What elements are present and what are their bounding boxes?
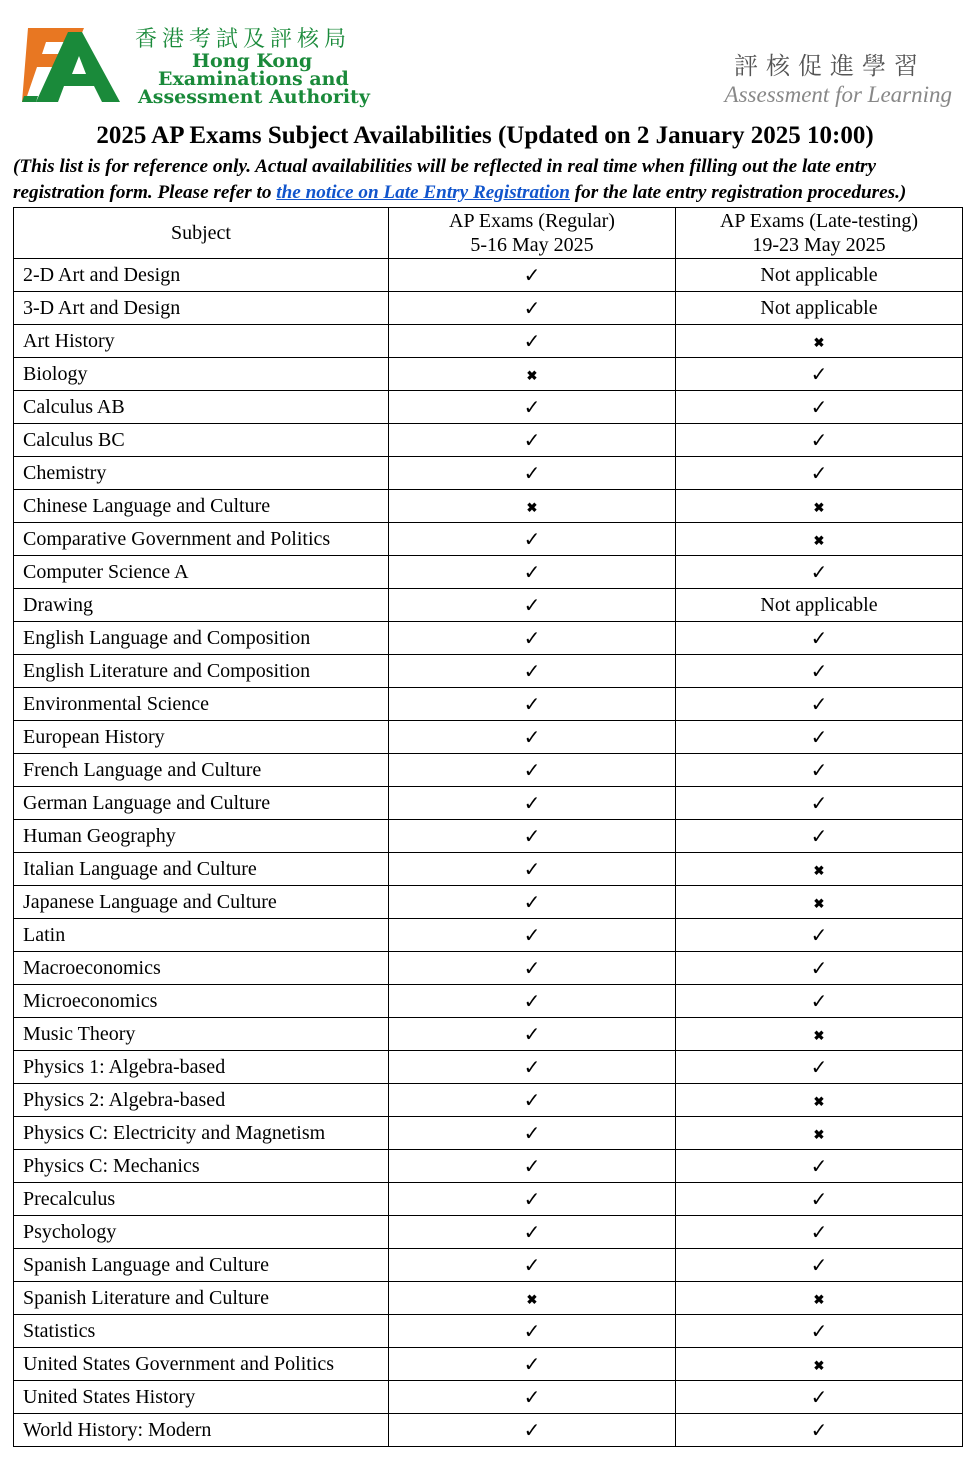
subject-cell: Human Geography [14,820,389,853]
header-late [676,208,963,259]
late-availability-cell [676,787,963,820]
available-check-icon: ✓ [810,363,828,386]
available-check-icon: ✓ [810,1221,828,1244]
regular-availability-cell [389,259,676,292]
table-row [14,985,963,1018]
available-check-icon: ✓ [523,693,541,716]
regular-availability-cell [389,457,676,490]
unavailable-cross-icon: ✖ [813,1357,825,1373]
regular-availability-cell [389,721,676,754]
regular-availability-cell [389,1117,676,1150]
available-check-icon: ✓ [523,660,541,683]
slogan-english: Assessment for Learning [724,82,952,107]
regular-availability-cell [389,622,676,655]
table-row [14,787,963,820]
subject-cell: Japanese Language and Culture [14,886,389,919]
subject-cell: Spanish Language and Culture [14,1249,389,1282]
slogan-chinese: 評核促進學習 [734,52,926,80]
table-row [14,490,963,523]
regular-availability-cell [389,1018,676,1051]
available-check-icon: ✓ [523,1056,541,1079]
table-row [14,424,963,457]
table-row [14,853,963,886]
available-check-icon: ✓ [523,957,541,980]
unavailable-cross-icon: ✖ [813,334,825,350]
regular-availability-cell [389,325,676,358]
unavailable-cross-icon: ✖ [813,499,825,515]
subject-cell: Biology [14,358,389,391]
available-check-icon: ✓ [810,1386,828,1409]
available-check-icon: ✓ [810,792,828,815]
available-check-icon: ✓ [523,396,541,419]
org-name-chinese: 香港考試及評核局 [135,27,352,52]
header-late-line2: 19-23 May 2025 [752,234,886,256]
subject-cell: English Language and Composition [14,622,389,655]
unavailable-cross-icon: ✖ [526,499,538,515]
subject-cell: United States History [14,1381,389,1414]
table-row [14,1249,963,1282]
document-title: 2025 AP Exams Subject Availabilities (Updated on 2 January 2025 10:00) [96,122,874,149]
available-check-icon: ✓ [523,330,541,353]
table-row [14,1282,963,1315]
late-availability-cell [676,391,963,424]
table-row [14,358,963,391]
regular-availability-cell [389,1249,676,1282]
table-row [14,1315,963,1348]
subject-cell: English Literature and Composition [14,655,389,688]
unavailable-cross-icon: ✖ [813,1291,825,1307]
regular-availability-cell [389,1282,676,1315]
table-row [14,721,963,754]
late-availability-cell [676,424,963,457]
late-availability-cell [676,1348,963,1381]
subject-cell: Chinese Language and Culture [14,490,389,523]
available-check-icon: ✓ [810,1188,828,1211]
late-availability-cell [676,820,963,853]
table-row [14,1018,963,1051]
unavailable-cross-icon: ✖ [813,1027,825,1043]
available-check-icon: ✓ [523,1386,541,1409]
header-subject-label: Subject [171,222,231,244]
table-row [14,754,963,787]
late-availability-cell [676,589,963,622]
available-check-icon: ✓ [523,924,541,947]
available-check-icon: ✓ [810,726,828,749]
subject-cell: United States Government and Politics [14,1348,389,1381]
table-row [14,886,963,919]
table-row [14,523,963,556]
page-header [0,0,970,120]
subject-cell: Precalculus [14,1183,389,1216]
available-check-icon: ✓ [523,759,541,782]
late-availability-cell [676,952,963,985]
available-check-icon: ✓ [523,1254,541,1277]
late-availability-cell [676,259,963,292]
regular-availability-cell [389,1414,676,1447]
late-availability-cell [676,1315,963,1348]
available-check-icon: ✓ [810,627,828,650]
table-row [14,259,963,292]
late-availability-cell [676,1018,963,1051]
available-check-icon: ✓ [523,825,541,848]
subject-cell: German Language and Culture [14,787,389,820]
regular-availability-cell [389,688,676,721]
subject-cell: Italian Language and Culture [14,853,389,886]
available-check-icon: ✓ [523,1155,541,1178]
regular-availability-cell [389,1150,676,1183]
available-check-icon: ✓ [523,858,541,881]
late-availability-cell [676,622,963,655]
late-availability-cell [676,325,963,358]
available-check-icon: ✓ [810,429,828,452]
table-row [14,952,963,985]
regular-availability-cell [389,490,676,523]
unavailable-cross-icon: ✖ [813,895,825,911]
subject-cell: Calculus AB [14,391,389,424]
subject-cell: Calculus BC [14,424,389,457]
late-availability-cell [676,1414,963,1447]
table-header-row [14,208,963,259]
late-availability-cell [676,556,963,589]
available-check-icon: ✓ [523,1320,541,1343]
unavailable-cross-icon: ✖ [813,1093,825,1109]
subject-cell: Microeconomics [14,985,389,1018]
regular-availability-cell [389,589,676,622]
available-check-icon: ✓ [810,990,828,1013]
table-row [14,1216,963,1249]
table-row [14,1051,963,1084]
unavailable-cross-icon: ✖ [813,532,825,548]
available-check-icon: ✓ [810,561,828,584]
available-check-icon: ✓ [810,660,828,683]
unavailable-cross-icon: ✖ [526,367,538,383]
available-check-icon: ✓ [523,1221,541,1244]
regular-availability-cell [389,952,676,985]
available-check-icon: ✓ [810,462,828,485]
available-check-icon: ✓ [810,825,828,848]
not-applicable-text: Not applicable [760,593,878,616]
unavailable-cross-icon: ✖ [813,862,825,878]
regular-availability-cell [389,919,676,952]
unavailable-cross-icon: ✖ [526,1291,538,1307]
header-regular-line2: 5-16 May 2025 [470,234,594,256]
late-availability-cell [676,1150,963,1183]
available-check-icon: ✓ [810,693,828,716]
table-row [14,1414,963,1447]
notice-line-2 [13,180,963,206]
available-check-icon: ✓ [810,924,828,947]
subject-cell: Computer Science A [14,556,389,589]
regular-availability-cell [389,358,676,391]
subject-cell: Macroeconomics [14,952,389,985]
hkeaa-logo-icon [22,26,126,106]
available-check-icon: ✓ [523,561,541,584]
subject-cell: Physics C: Mechanics [14,1150,389,1183]
late-availability-cell [676,985,963,1018]
regular-availability-cell [389,787,676,820]
subject-cell: Psychology [14,1216,389,1249]
header-subject [14,208,389,259]
late-availability-cell [676,754,963,787]
notice-line-1: (This list is for reference only. Actual availabilities will be reflected in real time when filling out the late entry [13,156,877,177]
regular-availability-cell [389,1216,676,1249]
table-row [14,1381,963,1414]
table-row [14,391,963,424]
regular-availability-cell [389,820,676,853]
late-entry-notice-link[interactable]: the notice on Late Entry Registration [276,182,570,203]
not-applicable-text: Not applicable [760,263,878,286]
header-late-line1: AP Exams (Late-testing) [719,210,919,232]
regular-availability-cell [389,391,676,424]
notice-text-before-link: registration form. Please refer to [13,182,277,203]
regular-availability-cell [389,853,676,886]
regular-availability-cell [389,1315,676,1348]
late-availability-cell [676,688,963,721]
subject-cell: Latin [14,919,389,952]
subject-cell: 2-D Art and Design [14,259,389,292]
available-check-icon: ✓ [523,1188,541,1211]
available-check-icon: ✓ [810,1056,828,1079]
subject-cell: 3-D Art and Design [14,292,389,325]
late-availability-cell [676,457,963,490]
late-availability-cell [676,919,963,952]
header-regular-line1: AP Exams (Regular) [449,210,615,232]
late-availability-cell [676,1381,963,1414]
table-row [14,325,963,358]
availability-table [13,207,963,1447]
table-body [14,259,963,1447]
late-availability-cell [676,886,963,919]
late-availability-cell [676,358,963,391]
available-check-icon: ✓ [810,396,828,419]
table-row [14,1084,963,1117]
subject-cell: Environmental Science [14,688,389,721]
table-row [14,1117,963,1150]
table-row [14,919,963,952]
subject-cell: Physics 2: Algebra-based [14,1084,389,1117]
not-applicable-text: Not applicable [760,296,878,319]
table-row [14,622,963,655]
table-row [14,292,963,325]
org-name-line1: Hong Kong [192,50,313,72]
available-check-icon: ✓ [523,297,541,320]
late-availability-cell [676,490,963,523]
available-check-icon: ✓ [523,429,541,452]
reference-notice [13,154,963,206]
available-check-icon: ✓ [523,1122,541,1145]
subject-cell: World History: Modern [14,1414,389,1447]
available-check-icon: ✓ [523,726,541,749]
subject-cell: French Language and Culture [14,754,389,787]
available-check-icon: ✓ [523,594,541,617]
available-check-icon: ✓ [810,1419,828,1442]
regular-availability-cell [389,424,676,457]
subject-cell: Physics 1: Algebra-based [14,1051,389,1084]
availability-table-container [13,207,963,1447]
available-check-icon: ✓ [523,627,541,650]
regular-availability-cell [389,985,676,1018]
late-availability-cell [676,1183,963,1216]
table-row [14,688,963,721]
late-availability-cell [676,655,963,688]
subject-cell: Physics C: Electricity and Magnetism [14,1117,389,1150]
late-availability-cell [676,1084,963,1117]
table-row [14,820,963,853]
late-availability-cell [676,853,963,886]
subject-cell: Drawing [14,589,389,622]
late-availability-cell [676,1282,963,1315]
available-check-icon: ✓ [523,264,541,287]
available-check-icon: ✓ [810,759,828,782]
table-row [14,655,963,688]
subject-cell: European History [14,721,389,754]
header-regular [389,208,676,259]
notice-text-after-link: for the late entry registration procedures.) [569,182,907,203]
available-check-icon: ✓ [810,1155,828,1178]
available-check-icon: ✓ [810,1254,828,1277]
regular-availability-cell [389,1051,676,1084]
table-row [14,1348,963,1381]
regular-availability-cell [389,1348,676,1381]
regular-availability-cell [389,1084,676,1117]
available-check-icon: ✓ [523,1419,541,1442]
subject-cell: Comparative Government and Politics [14,523,389,556]
regular-availability-cell [389,886,676,919]
table-row [14,457,963,490]
regular-availability-cell [389,754,676,787]
available-check-icon: ✓ [810,1320,828,1343]
org-name-line3: Assessment Authority [138,86,370,108]
available-check-icon: ✓ [523,1023,541,1046]
late-availability-cell [676,1249,963,1282]
available-check-icon: ✓ [523,528,541,551]
late-availability-cell [676,523,963,556]
subject-cell: Chemistry [14,457,389,490]
available-check-icon: ✓ [810,957,828,980]
table-row [14,1150,963,1183]
available-check-icon: ✓ [523,1089,541,1112]
available-check-icon: ✓ [523,891,541,914]
late-availability-cell [676,1051,963,1084]
table-row [14,556,963,589]
late-availability-cell [676,1117,963,1150]
subject-cell: Music Theory [14,1018,389,1051]
regular-availability-cell [389,1183,676,1216]
org-name-line2: Examinations and [158,68,349,90]
subject-cell: Art History [14,325,389,358]
regular-availability-cell [389,556,676,589]
subject-cell: Statistics [14,1315,389,1348]
late-availability-cell [676,1216,963,1249]
unavailable-cross-icon: ✖ [813,1126,825,1142]
available-check-icon: ✓ [523,462,541,485]
regular-availability-cell [389,523,676,556]
available-check-icon: ✓ [523,990,541,1013]
table-row [14,589,963,622]
subject-cell: Spanish Literature and Culture [14,1282,389,1315]
available-check-icon: ✓ [523,792,541,815]
regular-availability-cell [389,1381,676,1414]
regular-availability-cell [389,292,676,325]
table-row [14,1183,963,1216]
regular-availability-cell [389,655,676,688]
late-availability-cell [676,721,963,754]
late-availability-cell [676,292,963,325]
available-check-icon: ✓ [523,1353,541,1376]
